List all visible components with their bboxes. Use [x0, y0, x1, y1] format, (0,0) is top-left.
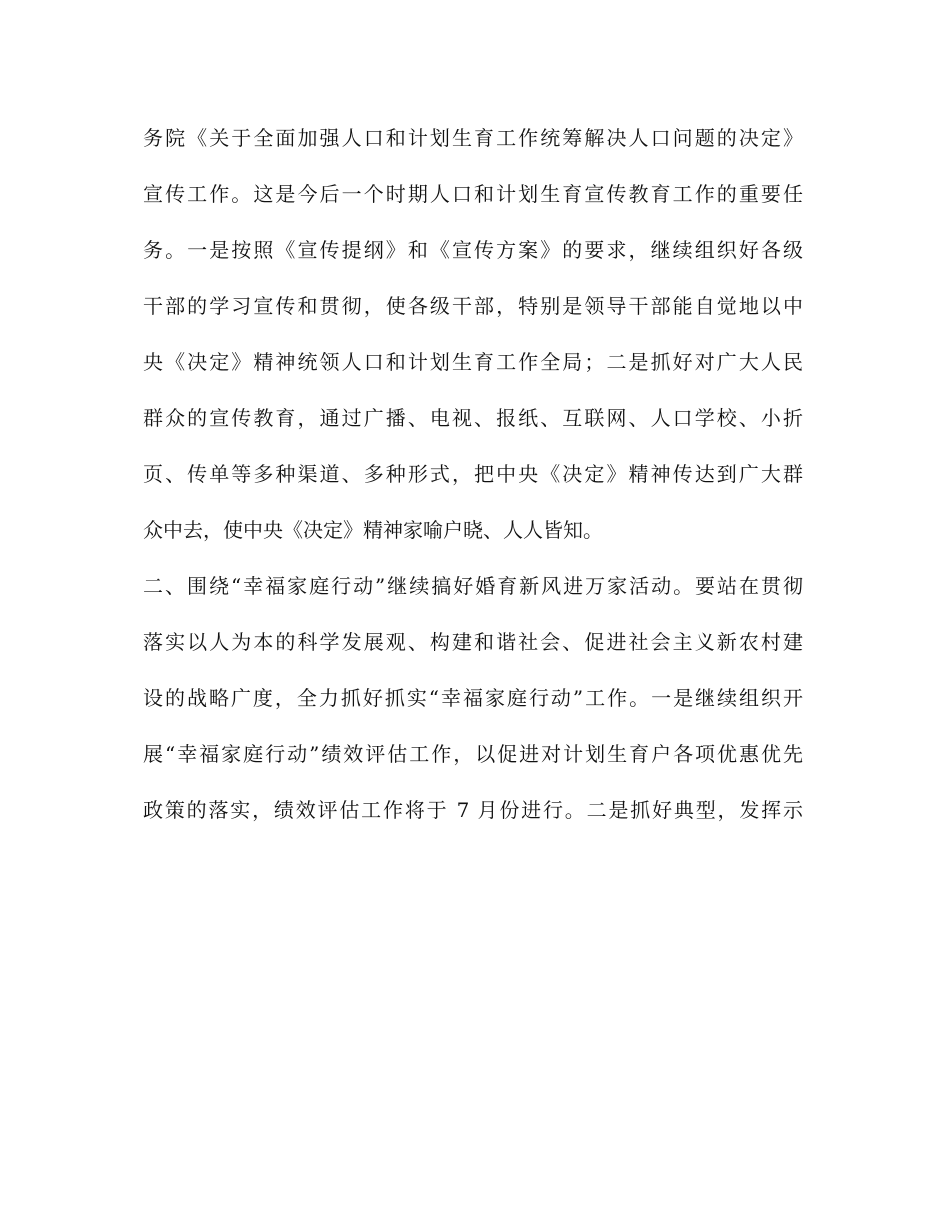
text-line: 务院《关于全面加强人口和计划生育工作统筹解决人口问题的决定》 — [143, 126, 803, 150]
text-line: 二、围绕“幸福家庭行动”继续搞好婚育新风进万家活动。要站在贯彻 — [143, 574, 803, 598]
text-line: 干部的学习宣传和贯彻，使各级干部，特别是领导干部能自觉地以中 — [143, 294, 803, 318]
text-line: 宣传工作。这是今后一个时期人口和计划生育宣传教育工作的重要任 — [143, 182, 803, 206]
text-line: 页、传单等多种渠道、多种形式，把中央《决定》精神传达到广大群 — [143, 462, 803, 486]
text-line: 群众的宣传教育，通过广播、电视、报纸、互联网、人口学校、小折 — [143, 406, 803, 430]
text-line: 展“幸福家庭行动”绩效评估工作，以促进对计划生育户各项优惠优先 — [143, 742, 803, 766]
text-line: 设的战略广度，全力抓好抓实“幸福家庭行动”工作。一是继续组织开 — [143, 686, 803, 710]
text-line: 政策的落实，绩效评估工作将于 7 月份进行。二是抓好典型，发挥示 — [143, 798, 803, 822]
text-line: 务。一是按照《宣传提纲》和《宣传方案》的要求，继续组织好各级 — [143, 238, 803, 262]
text-line: 众中去，使中央《决定》精神家喻户晓、人人皆知。 — [143, 518, 603, 542]
text-line: 落实以人为本的科学发展观、构建和谐社会、促进社会主义新农村建 — [143, 630, 803, 654]
document-body — [143, 110, 803, 838]
text-line: 央《决定》精神统领人口和计划生育工作全局；二是抓好对广大人民 — [143, 350, 803, 374]
